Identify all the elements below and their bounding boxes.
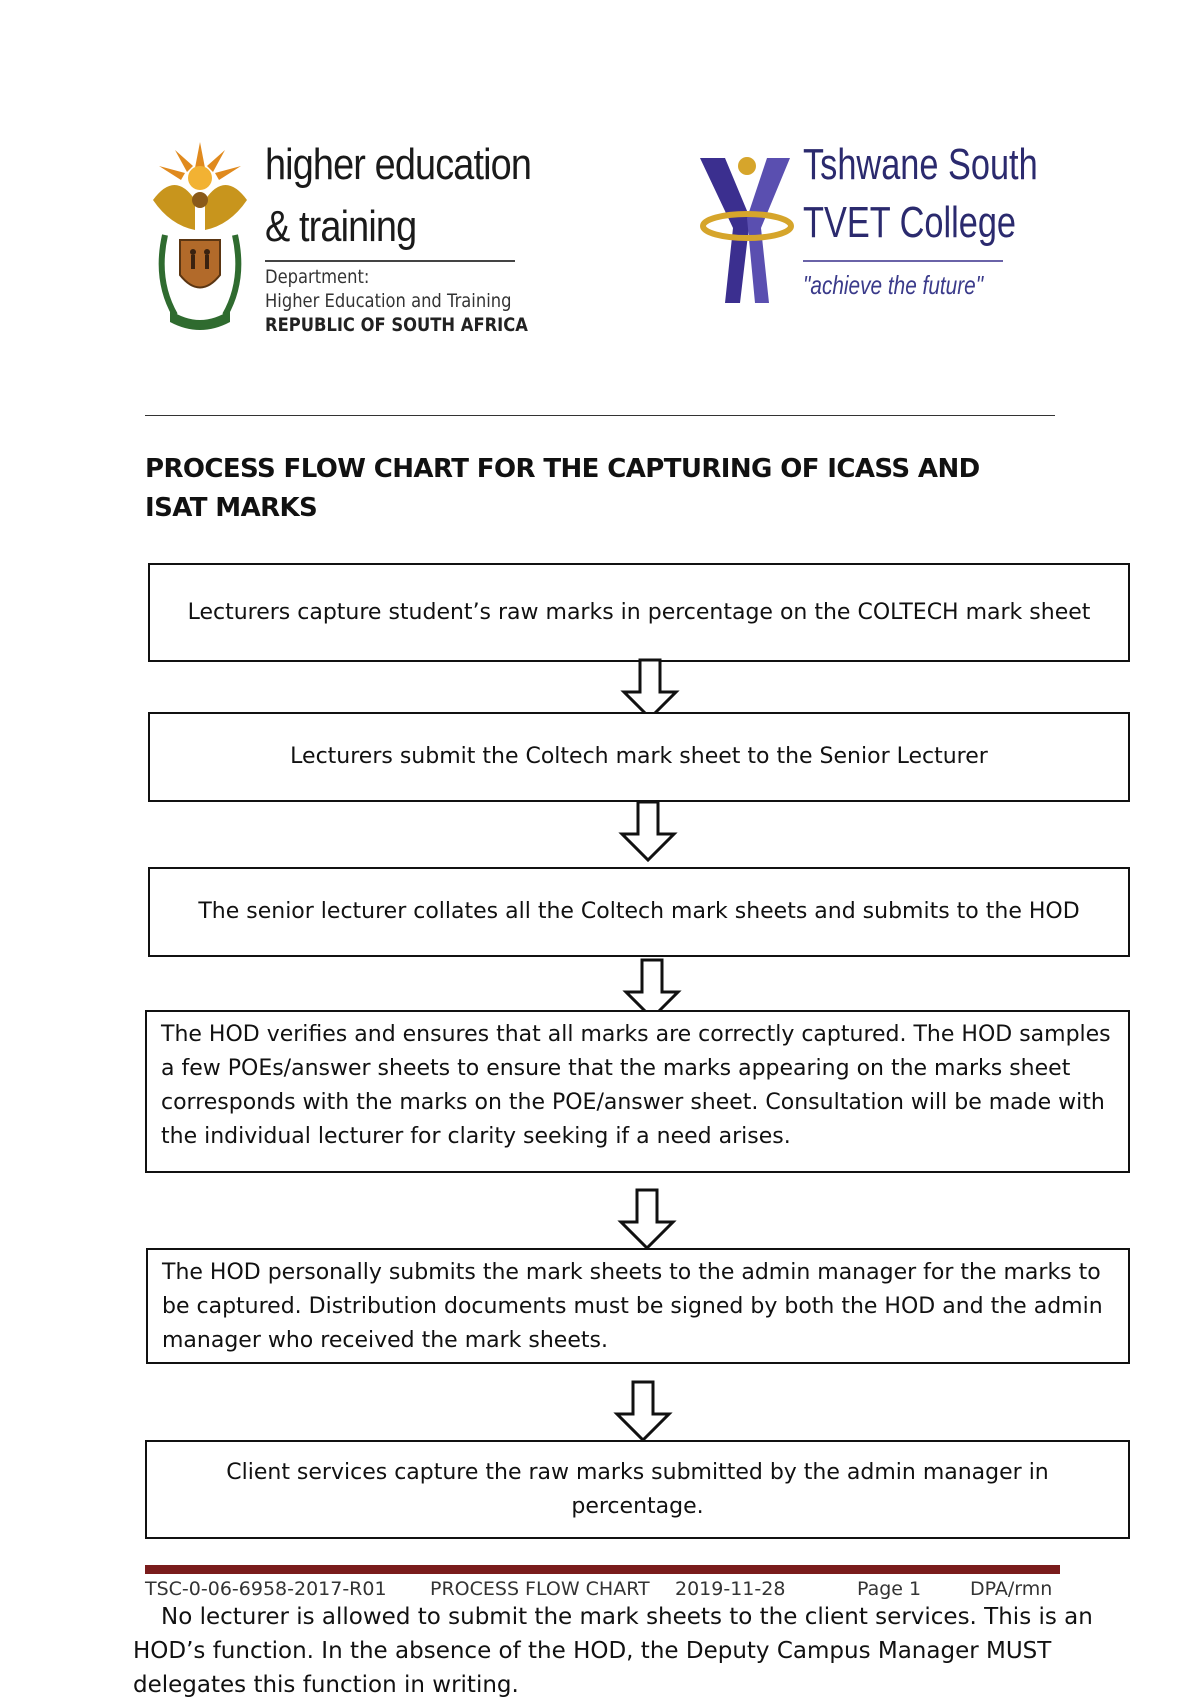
footer-ref: DPA/rmn <box>970 1578 1053 1600</box>
dhet-logo <box>145 140 532 340</box>
dhet-logo-rule <box>265 260 515 262</box>
flow-step-4: The HOD verifies and ensures that all marks are correctly captured. The HOD samples a few POEs/answer sheets to ensure that the marks appearing on the marks sheet corresponds with the marks on the POE/answer sheet. Consultation will be made with the individual lecturer for clarity seeking if a need arises. <box>145 1010 1130 1173</box>
flow-step-2: Lecturers submit the Coltech mark sheet to the Senior Lecturer <box>148 712 1130 802</box>
header-separator <box>145 415 1055 416</box>
dhet-logo-line1: higher education <box>265 140 532 189</box>
college-logo-rule <box>803 260 1003 262</box>
flow-step-1: Lecturers capture student’s raw marks in percentage on the COLTECH mark sheet <box>148 563 1130 662</box>
down-arrow-icon <box>620 658 680 720</box>
footer-doc-code: TSC-0-06-6958-2017-R01 <box>145 1578 387 1600</box>
down-arrow-icon <box>617 1188 677 1250</box>
flow-step-3: The senior lecturer collates all the Coltech mark sheets and submits to the HOD <box>148 867 1130 957</box>
flow-step-5: The HOD personally submits the mark sheets to the admin manager for the marks to be captured. Distribution documents must be signed by both the HOD and the admin manager who received the mark sheets. <box>146 1248 1130 1364</box>
footer-doc-title: PROCESS FLOW CHART <box>430 1578 650 1600</box>
dhet-logo-line2: & training <box>265 202 417 251</box>
college-logo <box>695 140 1038 320</box>
flow-step-6: Client services capture the raw marks submitted by the admin manager in percentage. <box>145 1440 1130 1539</box>
down-arrow-icon <box>613 1380 673 1442</box>
dhet-dept-label: Department: <box>265 266 370 288</box>
footer-bar <box>145 1565 1060 1574</box>
footer-note <box>133 1600 1113 1702</box>
down-arrow-icon <box>618 800 678 862</box>
college-tagline: "achieve the future" <box>803 270 984 300</box>
dhet-country: REPUBLIC OF SOUTH AFRICA <box>265 314 528 336</box>
dhet-dept-name: Higher Education and Training <box>265 290 512 312</box>
coat-of-arms-icon <box>145 140 255 335</box>
footer-page: Page 1 <box>857 1578 922 1600</box>
page-title: PROCESS FLOW CHART FOR THE CAPTURING OF ICASS AND ISAT MARKS <box>145 454 980 523</box>
college-name-line2: TVET College <box>803 198 1017 247</box>
footer-date: 2019-11-28 <box>675 1578 786 1600</box>
college-name-line1: Tshwane South <box>803 140 1038 189</box>
footer-note-text: No lecturer is allowed to submit the mark sheets to the client services. This is an HOD’s function. In the absence of the HOD, the Deputy Campus Manager MUST delegates this function in writing. <box>133 1604 1093 1698</box>
college-emblem-icon <box>695 148 795 308</box>
